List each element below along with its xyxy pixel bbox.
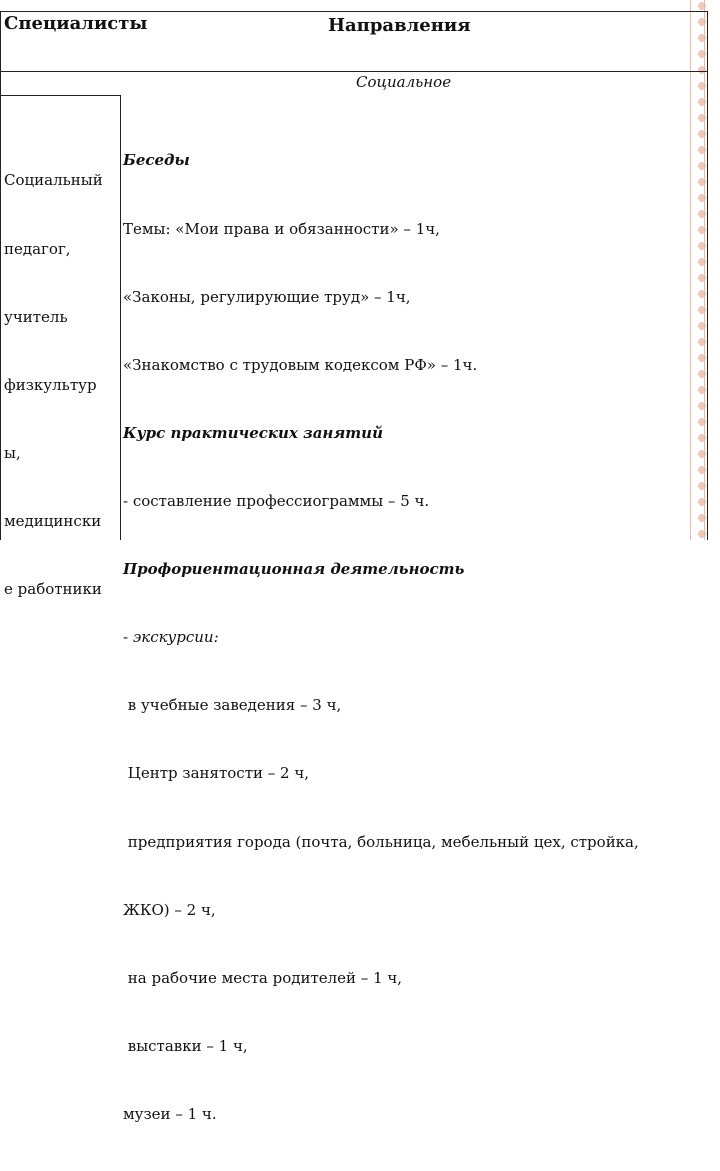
excursion-line: выставки – 1 ч, [123,1036,248,1055]
topic-line: Темы: «Мои права и обязанности» – 1ч, [123,219,440,238]
course-title: Курс практических занятий [123,423,383,442]
specialist-line: педагог, [4,239,71,258]
table-border-right [707,11,708,540]
decorative-line [690,0,691,540]
table-column-divider [120,95,121,540]
directions-cell [123,104,639,1171]
decorative-line [704,0,705,540]
specialist-line: ы, [4,443,21,462]
header-specialists: Специалисты [4,13,148,34]
specialist-line: Социальный [4,171,103,190]
specialist-line: физкультур [4,375,97,394]
specialists-cell [4,124,103,646]
specialist-line: медицински [4,511,102,530]
talks-title: Беседы [123,151,190,170]
header-directions: Направления [328,15,471,36]
table-border-left [0,11,1,540]
excursion-line: в учебные заведения – 3 ч, [123,696,342,715]
career-title: Профориентационная деятельность [123,560,465,579]
excursion-line: Центр занятости – 2 ч, [123,764,310,783]
topic-line: «Знакомство с трудовым кодексом РФ» – 1ч. [123,355,478,374]
excursion-line: предприятия города (почта, больница, мебельный цех, стройка, [123,832,639,851]
table-row-divider-left [0,95,120,96]
section-title: Социальное [356,73,452,91]
excursion-line: на рабочие места родителей – 1 ч, [123,968,403,987]
table-border-top [0,11,708,12]
specialist-line: учитель [4,307,68,326]
course-item: - составление профессиограммы – 5 ч. [123,491,430,510]
table-header-divider [0,71,708,72]
excursion-line: ЖКО) – 2 ч, [123,900,216,919]
specialist-line: е работники [4,580,102,599]
excursion-line: музеи – 1 ч. [123,1104,217,1123]
topic-line: «Законы, регулирующие труд» – 1ч, [123,287,411,306]
excursions-label: - экскурсии: [123,628,219,647]
